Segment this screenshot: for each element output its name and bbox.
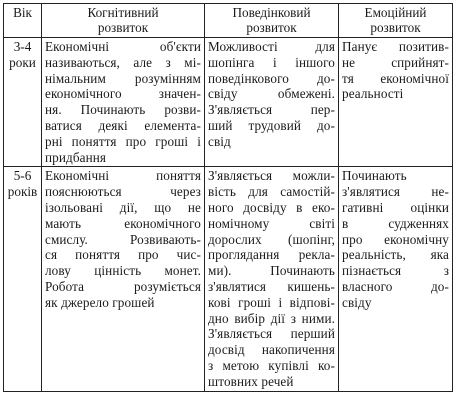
text-line: Робота розуміється (45, 278, 201, 294)
age-cell (4, 38, 42, 167)
header-row (4, 4, 453, 38)
text-line: економічного значен- (45, 86, 201, 102)
text-line: придбання (45, 149, 107, 165)
table-row (4, 167, 453, 391)
header-emotional-line: Емоційний (364, 5, 427, 20)
age-line: 5-6 (13, 168, 32, 184)
text-line: смислу. Розвивають- (45, 231, 201, 247)
text-line: як джерело грошей (45, 294, 155, 310)
text-line: тя економічної (342, 70, 449, 86)
text-line: ня. Починають розви- (45, 102, 201, 118)
text-line: дорослих (шопінг, (208, 231, 335, 247)
text-line: називаються, але з мі- (45, 54, 201, 70)
header-behavioral (205, 4, 339, 38)
text-line: рні поняття про гроші і (45, 133, 201, 149)
header-cognitive (42, 4, 205, 38)
text-line: реальності (342, 86, 404, 102)
text-line: досвід накопичення (208, 342, 335, 358)
text-line: про економічну (342, 231, 449, 247)
cognitive-cell (42, 167, 205, 391)
text-line: Починають (342, 168, 407, 184)
text-line: свіду (342, 294, 372, 310)
header-emotional-line: розвиток (370, 19, 421, 35)
text-line: проглядання рекла- (208, 247, 335, 263)
text-line: в судженнях (342, 215, 449, 231)
header-behavioral-line: розвиток (246, 19, 297, 35)
behavioral-cell (205, 38, 339, 167)
development-table (3, 3, 453, 392)
text-line: пояснюються через (45, 184, 201, 200)
text-line: З'являється пер- (208, 102, 335, 118)
text-line: ся поняття про чис- (45, 247, 201, 263)
text-line: З'являється перший (208, 326, 335, 342)
table-wrapper (3, 3, 452, 392)
age-line: років (7, 184, 38, 200)
text-line: не сприйнят- (342, 54, 449, 70)
text-line: ватися деякі елемента- (45, 117, 201, 133)
text-line: з'являтися кишень- (208, 278, 335, 294)
header-cognitive-line: розвиток (97, 19, 149, 35)
text-line: гативні оцінки (342, 199, 449, 215)
table-row (4, 38, 453, 167)
text-line: реальність, яка (342, 247, 449, 263)
header-emotional (339, 4, 453, 38)
text-line: власного до- (342, 278, 449, 294)
text-line: Панує позитив- (342, 39, 449, 54)
emotional-cell (339, 167, 453, 391)
text-line: номічному світі (208, 215, 335, 231)
age-line: роки (9, 54, 36, 70)
text-line: ізольовані дії, що не (45, 199, 201, 215)
header-behavioral-line: Поведінковий (232, 5, 311, 20)
text-line: свід (208, 133, 231, 149)
text-line: штовних речей (208, 373, 294, 389)
text-line: Можливості для (208, 39, 335, 54)
text-line: дно вибір дії з ними. (208, 310, 335, 326)
text-line: З'являється можли- (208, 168, 335, 184)
text-line: лову цінність монет. (45, 263, 201, 279)
text-line: мають економічного (45, 215, 201, 231)
behavioral-cell (205, 167, 339, 391)
text-line: з'являтися не- (342, 184, 449, 200)
text-line: поведінкового до- (208, 70, 335, 86)
text-line: пізнається з (342, 263, 449, 279)
text-line: Економічні поняття (45, 168, 201, 184)
text-line: свіду обмежені. (208, 86, 335, 102)
emotional-cell (339, 38, 453, 167)
text-line: німальним розумінням (45, 70, 201, 86)
text-line: Економічні об'єкти (45, 39, 201, 54)
age-cell (4, 167, 42, 391)
cognitive-cell (42, 38, 205, 167)
age-line: 3-4 (13, 39, 32, 54)
text-line: шопінга і іншого (208, 54, 335, 70)
text-line: ми). Починають (208, 263, 335, 279)
header-age: Вік (4, 4, 42, 38)
header-cognitive-line: Когнітивний (87, 5, 159, 20)
text-line: ший трудовий до- (208, 117, 335, 133)
text-line: ного досвіду в еко- (208, 199, 335, 215)
text-line: з метою купівлі ко- (208, 357, 335, 373)
text-line: вість для самостій- (208, 184, 335, 200)
text-line: кові гроші і відпові- (208, 294, 335, 310)
